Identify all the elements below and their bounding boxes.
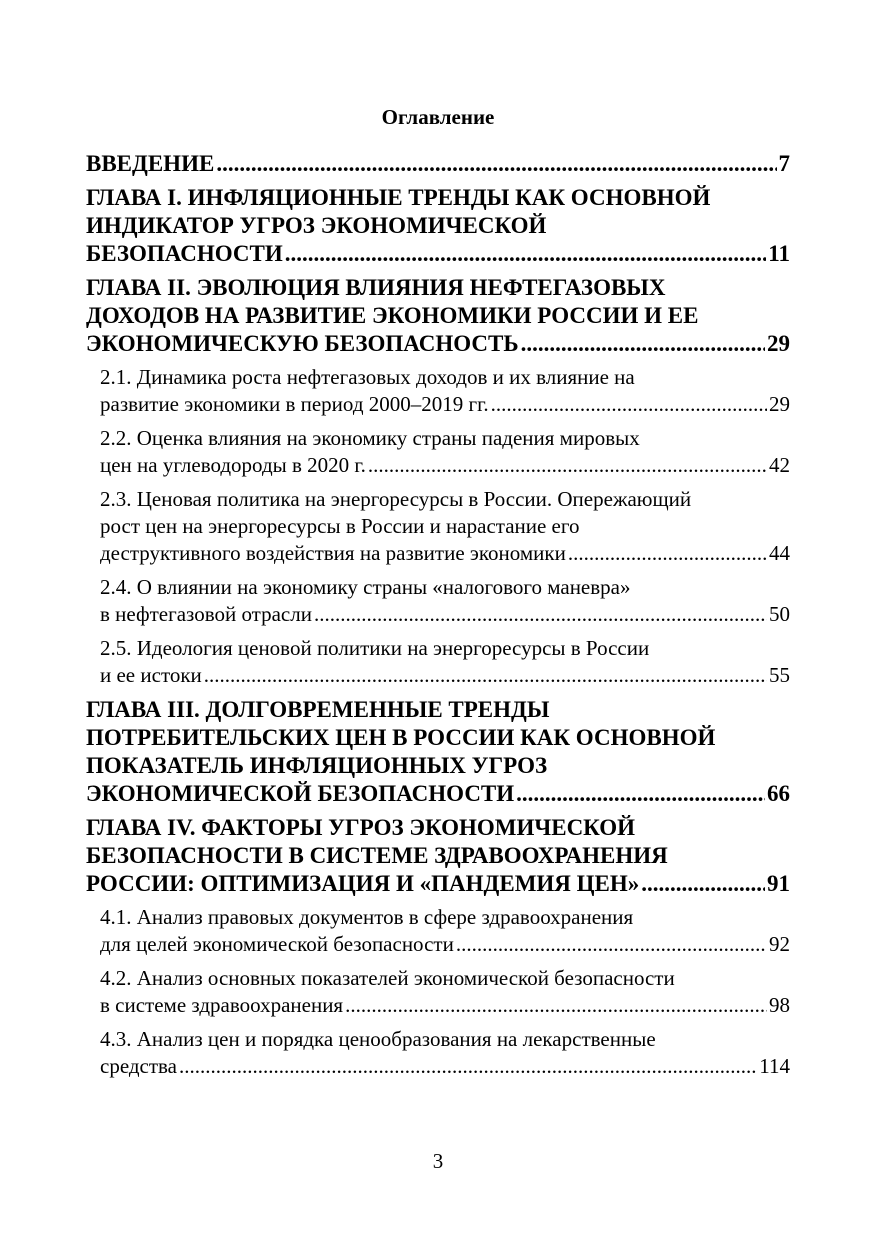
dot-leader: [368, 452, 767, 479]
toc-entry-line: 4.2. Анализ основных показателей экономической безопасности: [100, 966, 675, 990]
toc-entry-text: в нефтегазовой отрасли: [100, 602, 312, 626]
toc-entry-last-line: [100, 540, 790, 567]
toc-chapter-entry: [86, 184, 790, 268]
toc-page-number: 55: [769, 663, 790, 687]
toc-page-number: 66: [767, 781, 790, 806]
dot-leader: [568, 540, 767, 567]
toc-entry-line: ГЛАВА I. ИНФЛЯЦИОННЫЕ ТРЕНДЫ КАК ОСНОВНОЙ: [86, 185, 711, 210]
toc-entry-text: ЭКОНОМИЧЕСКУЮ БЕЗОПАСНОСТЬ: [86, 331, 519, 356]
toc-entry-text: БЕЗОПАСНОСТИ: [86, 241, 283, 266]
toc-entry-text: ВВЕДЕНИЕ: [86, 151, 215, 176]
toc-entry-line: 2.3. Ценовая политика на энергоресурсы в России. Опережающий: [100, 487, 692, 511]
toc-page-number: 11: [768, 241, 790, 266]
toc-entry-line: ПОКАЗАТЕЛЬ ИНФЛЯЦИОННЫХ УГРОЗ: [86, 753, 548, 778]
toc-entry-last-line: [86, 150, 790, 178]
toc-title: Оглавление: [381, 105, 495, 129]
toc-section-entry: [86, 425, 790, 479]
toc-page-number: 44: [769, 541, 790, 565]
toc-chapter-entry: [86, 814, 790, 898]
toc-page-number: 92: [769, 932, 790, 956]
dot-leader: [516, 780, 765, 808]
toc-section-entry: [86, 965, 790, 1019]
toc-chapter-entry: [86, 150, 790, 178]
toc-page-number: 98: [769, 993, 790, 1017]
toc-section-entry: [86, 635, 790, 689]
dot-leader: [641, 870, 765, 898]
toc-entry-line: ГЛАВА IV. ФАКТОРЫ УГРОЗ ЭКОНОМИЧЕСКОЙ: [86, 815, 636, 840]
toc-entry-text: деструктивного воздействия на развитие экономики: [100, 541, 566, 565]
dot-leader: [456, 931, 767, 958]
toc-entry-last-line: [100, 452, 790, 479]
toc-entry-last-line: [100, 931, 790, 958]
toc-section-entry: [86, 486, 790, 567]
toc-entry-text: РОССИИ: ОПТИМИЗАЦИЯ И «ПАНДЕМИЯ ЦЕН»: [86, 871, 640, 896]
toc-entry-line: БЕЗОПАСНОСТИ В СИСТЕМЕ ЗДРАВООХРАНЕНИЯ: [86, 843, 668, 868]
toc-entry-text: ЭКОНОМИЧЕСКОЙ БЕЗОПАСНОСТИ: [86, 781, 515, 806]
toc-entry-text: цен на углеводороды в 2020 г.: [100, 453, 366, 477]
table-of-contents: [86, 150, 790, 1087]
toc-entry-last-line: [100, 391, 790, 418]
dot-leader: [314, 601, 767, 628]
toc-page-number: 7: [778, 151, 790, 176]
toc-entry-line: ИНДИКАТОР УГРОЗ ЭКОНОМИЧЕСКОЙ: [86, 213, 547, 238]
toc-entry-last-line: [100, 601, 790, 628]
toc-entry-text: средства: [100, 1054, 178, 1078]
toc-entry-line: рост цен на энергоресурсы в России и нарастание его: [100, 514, 580, 538]
toc-entry-line: 2.4. О влиянии на экономику страны «налогового маневра»: [100, 575, 631, 599]
dot-leader: [204, 662, 767, 689]
toc-section-entry: [86, 364, 790, 418]
toc-page-number: 29: [769, 392, 790, 416]
dot-leader: [216, 150, 776, 178]
toc-entry-last-line: [86, 870, 790, 898]
toc-entry-last-line: [86, 330, 790, 358]
toc-entry-line: ГЛАВА II. ЭВОЛЮЦИЯ ВЛИЯНИЯ НЕФТЕГАЗОВЫХ: [86, 275, 666, 300]
toc-page-number: 114: [759, 1054, 790, 1078]
toc-page-number: 42: [769, 453, 790, 477]
toc-entry-text: развитие экономики в период 2000–2019 гг.: [100, 392, 489, 416]
toc-entry-last-line: [86, 780, 790, 808]
toc-page-number: 29: [767, 331, 790, 356]
toc-entry-last-line: [100, 1053, 790, 1080]
toc-entry-line: 2.5. Идеология ценовой политики на энергоресурсы в России: [100, 636, 650, 660]
toc-entry-line: 4.1. Анализ правовых документов в сфере здравоохранения: [100, 905, 634, 929]
dot-leader: [521, 330, 765, 358]
toc-page-number: 91: [767, 871, 790, 896]
toc-entry-text: и ее истоки: [100, 663, 202, 687]
toc-entry-text: для целей экономической безопасности: [100, 932, 454, 956]
toc-entry-line: 2.2. Оценка влияния на экономику страны падения мировых: [100, 426, 640, 450]
toc-entry-line: 2.1. Динамика роста нефтегазовых доходов и их влияние на: [100, 365, 635, 389]
toc-entry-last-line: [100, 992, 790, 1019]
toc-section-entry: [86, 574, 790, 628]
toc-entry-line: ДОХОДОВ НА РАЗВИТИЕ ЭКОНОМИКИ РОССИИ И ЕЕ: [86, 303, 699, 328]
toc-entry-text: в системе здравоохранения: [100, 993, 344, 1017]
toc-entry-line: ПОТРЕБИТЕЛЬСКИХ ЦЕН В РОССИИ КАК ОСНОВНОЙ: [86, 725, 716, 750]
toc-entry-line: 4.3. Анализ цен и порядка ценообразования на лекарственные: [100, 1027, 656, 1051]
toc-entry-last-line: [100, 662, 790, 689]
page-number: 3: [432, 1149, 444, 1173]
toc-entry-line: ГЛАВА III. ДОЛГОВРЕМЕННЫЕ ТРЕНДЫ: [86, 697, 550, 722]
toc-chapter-entry: [86, 696, 790, 808]
dot-leader: [345, 992, 767, 1019]
toc-section-entry: [86, 904, 790, 958]
toc-section-entry: [86, 1026, 790, 1080]
toc-page-number: 50: [769, 602, 790, 626]
dot-leader: [285, 240, 767, 268]
toc-chapter-entry: [86, 274, 790, 358]
toc-entry-last-line: [86, 240, 790, 268]
dot-leader: [179, 1053, 757, 1080]
dot-leader: [491, 391, 767, 418]
